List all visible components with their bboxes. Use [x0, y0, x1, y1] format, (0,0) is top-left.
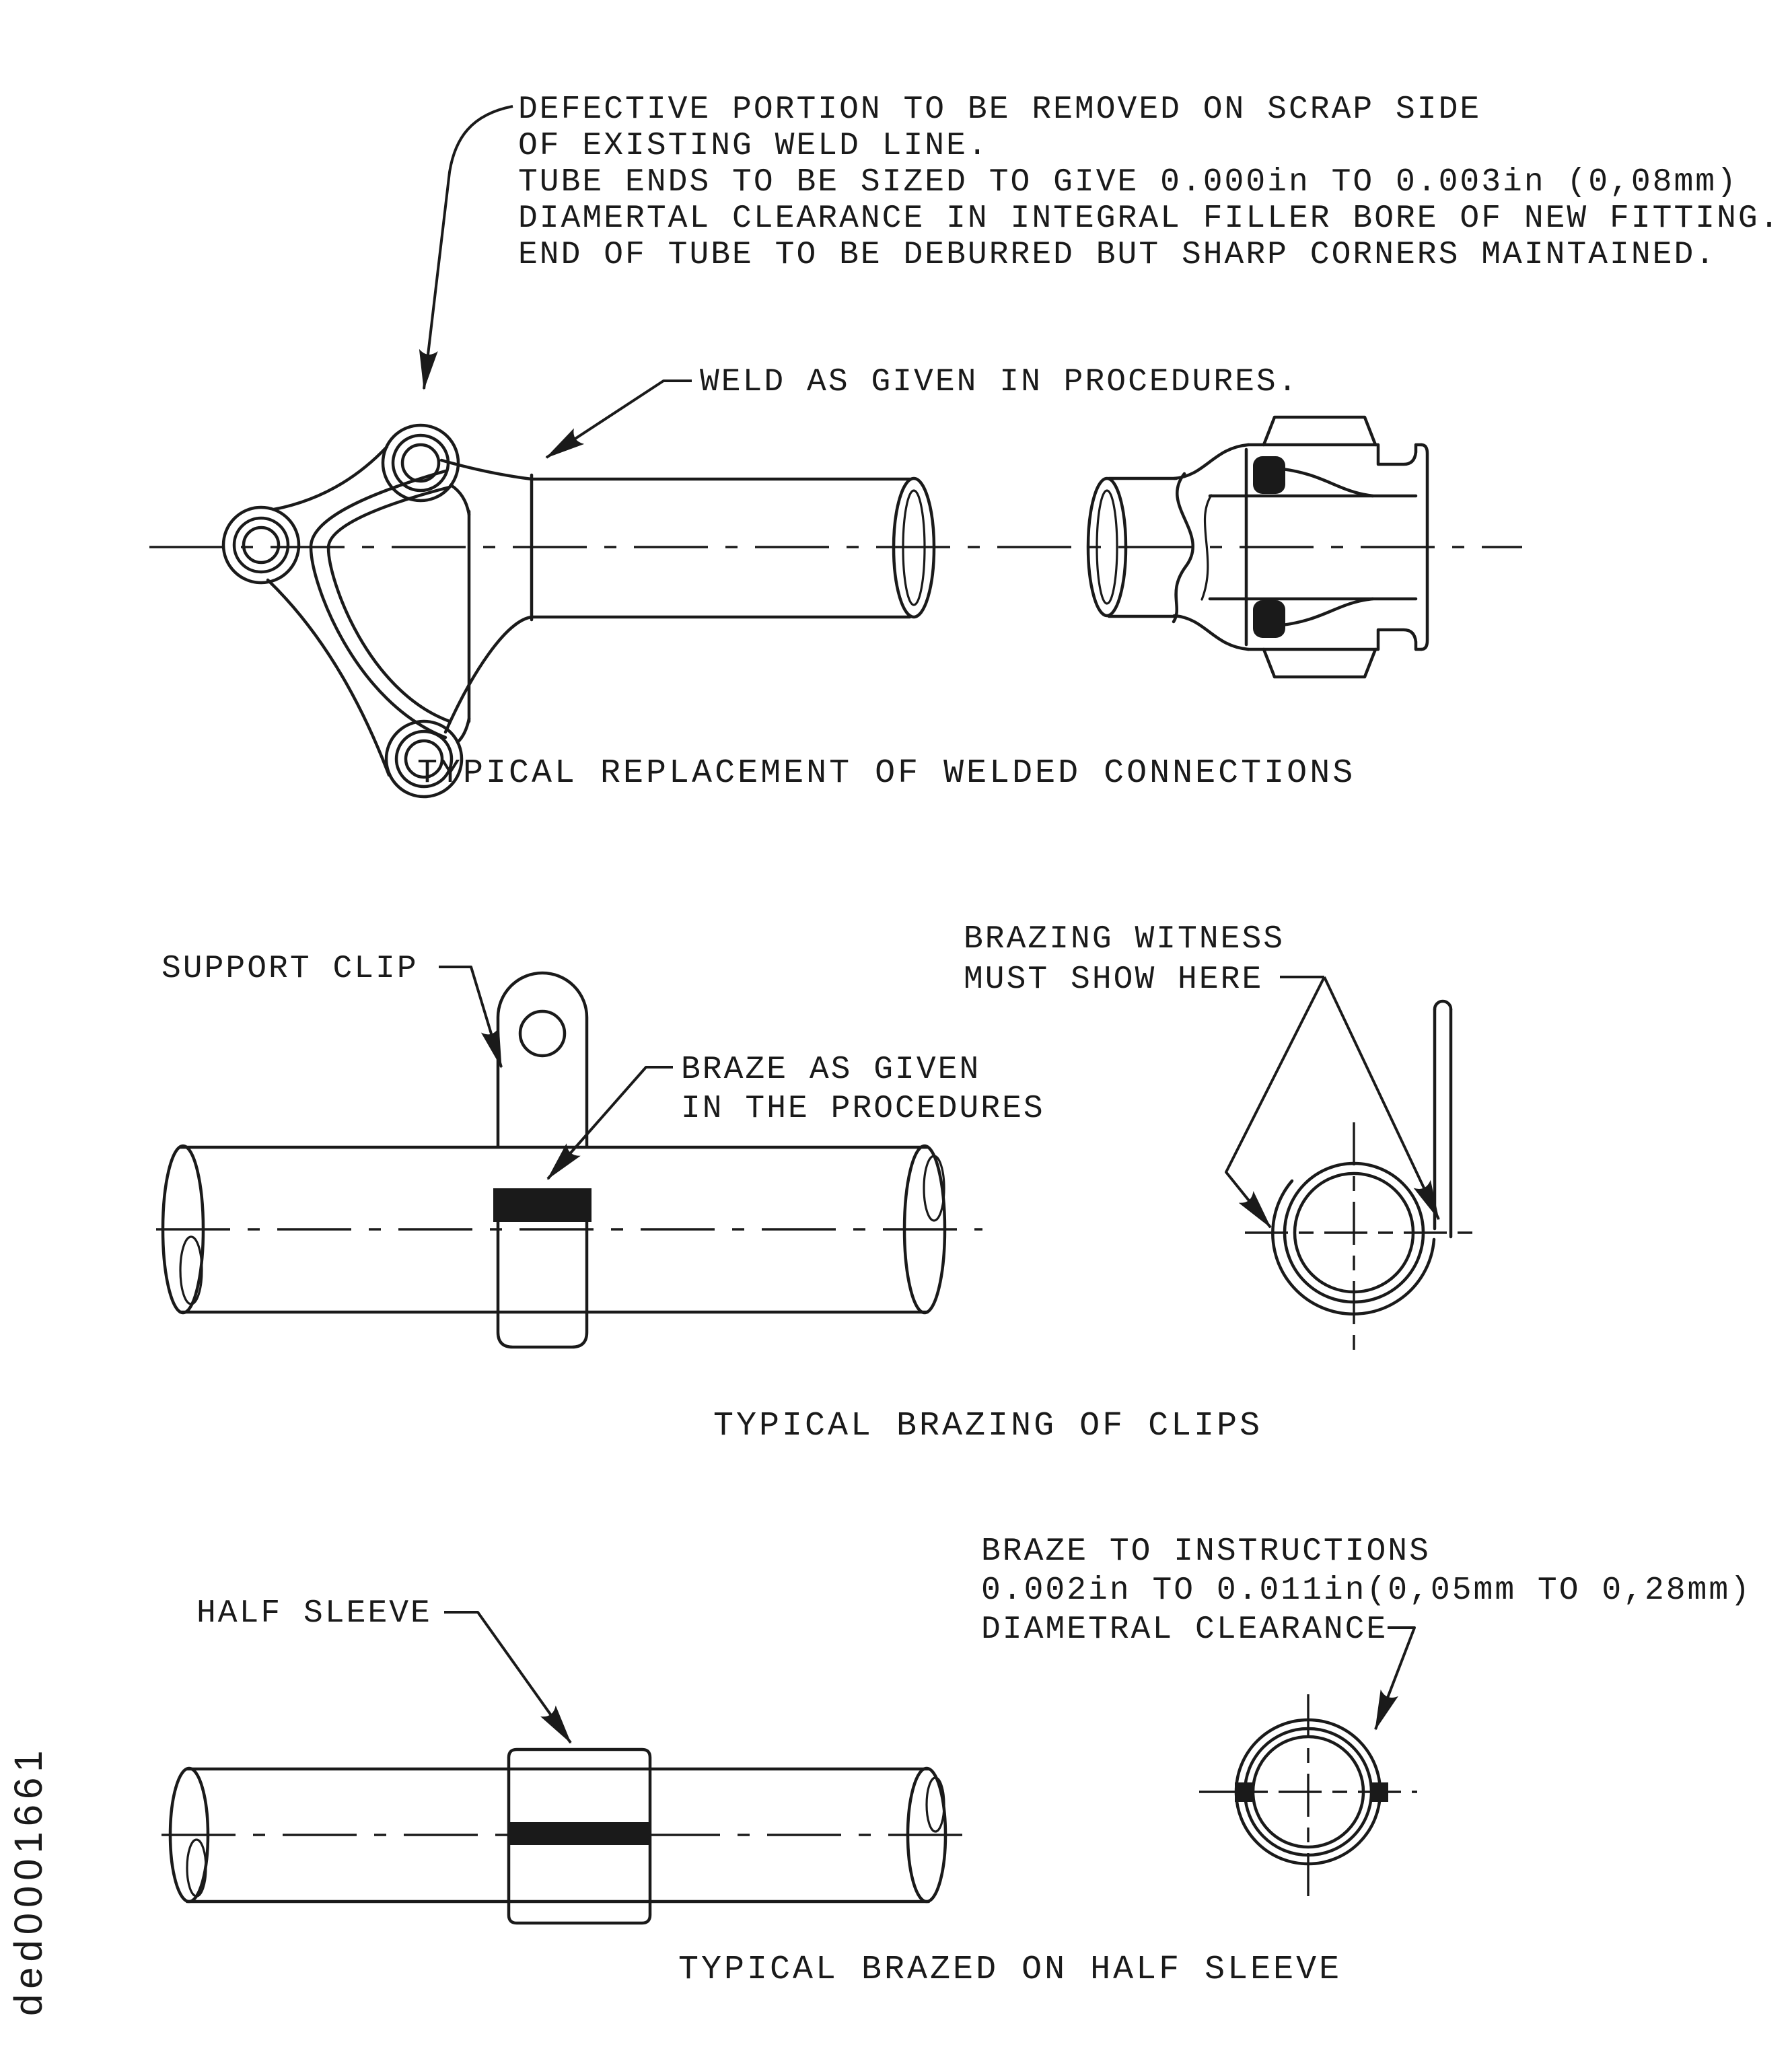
support-clip-strap — [498, 973, 587, 1146]
nut-shoulder-bottom — [1174, 616, 1248, 649]
nut-bottom-tab — [1264, 649, 1375, 677]
witness-label-line2: MUST SHOW HERE — [964, 962, 1264, 998]
flange-neck-bottom — [445, 617, 532, 732]
half-sleeve-label: HALF SLEEVE — [196, 1595, 432, 1632]
half-sleeve-side-view — [162, 1749, 974, 1923]
half-sleeve-end-view — [1199, 1694, 1417, 1906]
defect-note-line-1: DEFECTIVE PORTION TO BE REMOVED ON SCRAP SIDE — [518, 92, 1482, 128]
doc-id-vertical: ded0001661 — [7, 1745, 50, 2016]
half-sleeve-leader-arrow — [444, 1612, 571, 1743]
nut-groove-bottom — [1253, 600, 1285, 638]
half-sleeve-braze-seam — [509, 1822, 650, 1845]
clip-tail-top-cap — [1435, 1001, 1451, 1009]
welded-connection-figure — [149, 92, 1781, 797]
witness-label-line1: BRAZING WITNESS — [964, 921, 1285, 957]
defect-note-line-2: OF EXISTING WELD LINE. — [518, 128, 989, 164]
caption-clips: TYPICAL BRAZING OF CLIPS — [713, 1407, 1263, 1445]
defect-note-line-3: TUBE ENDS TO BE SIZED TO GIVE 0.000in TO 0.003in (0,08mm) — [518, 164, 1738, 201]
flange-plate-edge-bottomright — [458, 719, 469, 742]
flange-left-lug-hole — [244, 528, 279, 563]
clip-tube-left-bore — [180, 1237, 202, 1304]
sleeve-witness-mark-left — [1235, 1782, 1252, 1802]
clip-band-lower — [498, 1222, 587, 1347]
weld-label: WELD AS GIVEN IN PROCEDURES. — [700, 364, 1299, 400]
defect-note-line-4: DIAMERTAL CLEARANCE IN INTEGRAL FILLER BORE OF NEW FITTING. — [518, 201, 1781, 237]
braze-note-line2: 0.002in TO 0.011in(0,05mm TO 0,28mm) — [981, 1572, 1752, 1609]
sleeve-tube-right-bore — [927, 1778, 944, 1832]
nut-inner-curve-bottom — [1277, 599, 1373, 626]
braze-label-line1: BRAZE AS GIVEN — [681, 1052, 981, 1088]
nut-inner-curve-top — [1277, 468, 1373, 496]
witness-leader-left-arrow — [1226, 977, 1324, 1227]
half-sleeve-figure — [162, 1533, 1752, 1989]
witness-leader-right-arrow — [1324, 977, 1439, 1219]
nut-groove-top — [1253, 456, 1285, 494]
support-clip-hole — [520, 1011, 565, 1056]
caption-half-sleeve: TYPICAL BRAZED ON HALF SLEEVE — [678, 1951, 1342, 1989]
braze-note-line3: DIAMETRAL CLEARANCE — [981, 1612, 1388, 1648]
defect-note-line-5: END OF TUBE TO BE DEBURRED BUT SHARP CORNERS MAINTAINED. — [518, 237, 1717, 273]
flange-plate-edge-upper — [274, 447, 387, 509]
braze-note-line1: BRAZE TO INSTRUCTIONS — [981, 1533, 1431, 1570]
caption-welded: TYPICAL REPLACEMENT OF WELDED CONNECTIONS — [417, 754, 1356, 793]
flange-plate-edge-topright — [451, 485, 469, 515]
weld-leader-arrow — [546, 381, 692, 458]
flange-fitting — [223, 425, 532, 797]
braze-leader-arrow — [548, 1067, 673, 1179]
support-clip-label: SUPPORT CLIP — [162, 951, 419, 987]
support-clip-leader-arrow — [439, 967, 501, 1067]
defect-leader-arrow — [424, 106, 513, 389]
clip-end-view — [964, 921, 1472, 1361]
nut-top-tab — [1264, 417, 1375, 445]
clip-brazing-figure — [156, 921, 1472, 1445]
braze-label-line2: IN THE PROCEDURES — [681, 1091, 1045, 1127]
clip-braze-fillet — [493, 1188, 592, 1222]
sleeve-witness-mark-right — [1371, 1782, 1388, 1802]
tube2-inner-break-line — [1202, 495, 1211, 600]
clip-tube-side-view — [156, 973, 982, 1347]
sleeve-tube-left-bore — [187, 1840, 206, 1896]
